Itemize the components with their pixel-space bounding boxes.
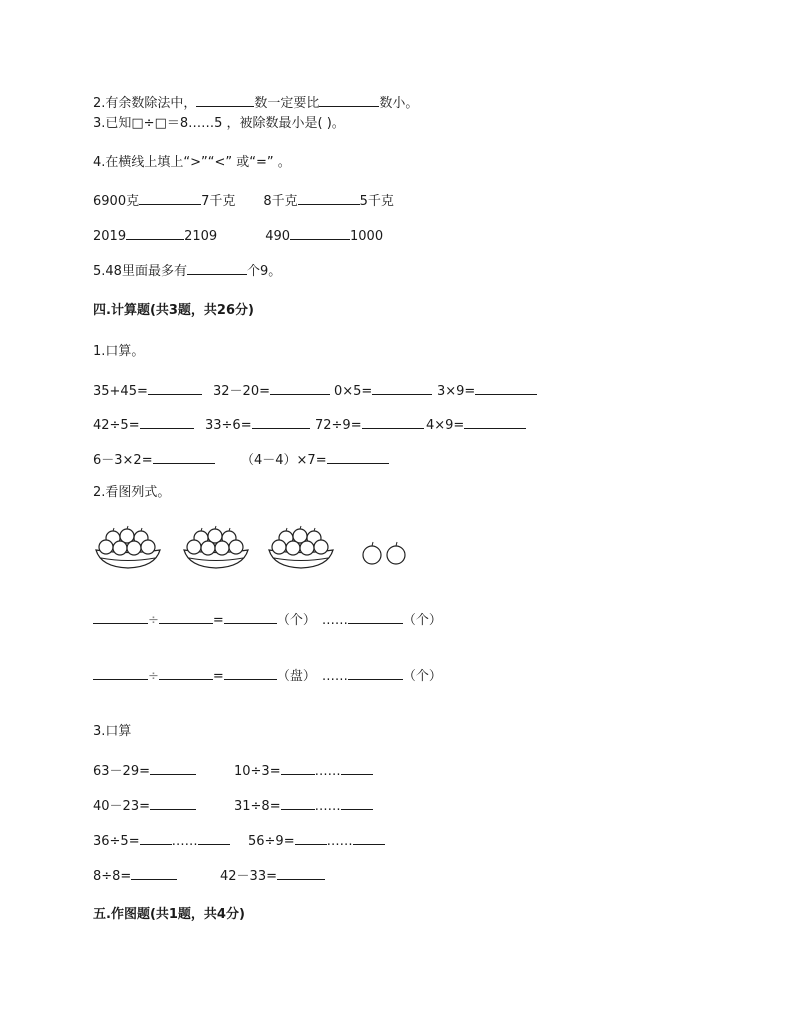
answer-blank[interactable] (341, 797, 373, 810)
question-4-row-1: 6900克 7千克 8千克 5千克 (93, 194, 394, 209)
oral-3-row-3: 36÷5= …… 56÷9= …… (93, 832, 385, 850)
answer-blank[interactable] (224, 611, 277, 624)
oral-1-row-2: 42÷5= 33÷6= 72÷9= 4×9= (93, 416, 526, 434)
oral-3-row-4: 8÷8= 42－33= (93, 867, 325, 885)
answer-blank[interactable] (150, 762, 196, 775)
answer-blank[interactable] (353, 832, 385, 845)
picture-equation-1: ÷ = （个） …… （个） (93, 611, 442, 629)
oral-1-title: 1.口算。 (93, 344, 145, 359)
answer-blank[interactable] (131, 867, 177, 880)
answer-blank[interactable] (319, 94, 379, 107)
question-5: 5.48里面最多有 个9。 (93, 264, 282, 279)
picture-equation-2: ÷ = （盘） …… （个） (93, 667, 442, 685)
answer-blank[interactable] (372, 382, 432, 395)
answer-blank[interactable] (198, 832, 230, 845)
answer-blank[interactable] (290, 227, 350, 240)
answer-blank[interactable] (140, 832, 172, 845)
answer-blank[interactable] (93, 611, 148, 624)
answer-blank[interactable] (159, 611, 213, 624)
oral-1-row-1: 35+45= 32－20= 0×5= 3×9= (93, 382, 537, 400)
oral-3-row-2: 40－23= 31÷8= …… (93, 797, 373, 815)
answer-blank[interactable] (187, 262, 247, 275)
answer-blank[interactable] (475, 382, 537, 395)
oral-3-title: 3.口算 (93, 724, 132, 739)
apple-plate-icon (181, 525, 251, 571)
answer-blank[interactable] (196, 94, 254, 107)
answer-blank[interactable] (153, 451, 215, 464)
question-3: 3.已知□÷□＝8……5 ，被除数最小是( )。 (93, 116, 345, 131)
two-apples-icon (360, 540, 410, 566)
answer-blank[interactable] (277, 867, 325, 880)
answer-blank[interactable] (327, 451, 389, 464)
answer-blank[interactable] (295, 832, 327, 845)
answer-blank[interactable] (298, 192, 360, 205)
answer-blank[interactable] (348, 611, 403, 624)
answer-blank[interactable] (270, 382, 330, 395)
answer-blank[interactable] (341, 762, 373, 775)
answer-blank[interactable] (464, 416, 526, 429)
answer-blank[interactable] (252, 416, 310, 429)
answer-blank[interactable] (159, 667, 213, 680)
question-4-row-2: 2019 2109 490 1000 (93, 229, 384, 244)
oral-3-row-1: 63－29= 10÷3= …… (93, 762, 373, 780)
oral-1-row-3: 6－3×2= （4－4）×7= (93, 451, 389, 469)
answer-blank[interactable] (140, 416, 194, 429)
answer-blank[interactable] (281, 762, 315, 775)
section-4-title: 四.计算题(共3题，共26分) (93, 303, 254, 318)
answer-blank[interactable] (93, 667, 148, 680)
section-5-title: 五.作图题(共1题，共4分) (93, 907, 245, 922)
answer-blank[interactable] (362, 416, 424, 429)
answer-blank[interactable] (281, 797, 315, 810)
answer-blank[interactable] (139, 192, 201, 205)
apple-plate-icon (266, 525, 336, 571)
question-2: 2.有余数除法中， 数一定要比 数小。 (93, 96, 419, 111)
answer-blank[interactable] (126, 227, 184, 240)
answer-blank[interactable] (148, 382, 202, 395)
question-4-title: 4.在横线上填上“>”“<” 或“=” 。 (93, 155, 291, 170)
apple-plate-icon (93, 525, 163, 571)
answer-blank[interactable] (348, 667, 403, 680)
answer-blank[interactable] (224, 667, 277, 680)
answer-blank[interactable] (150, 797, 196, 810)
picture-title: 2.看图列式。 (93, 485, 171, 500)
